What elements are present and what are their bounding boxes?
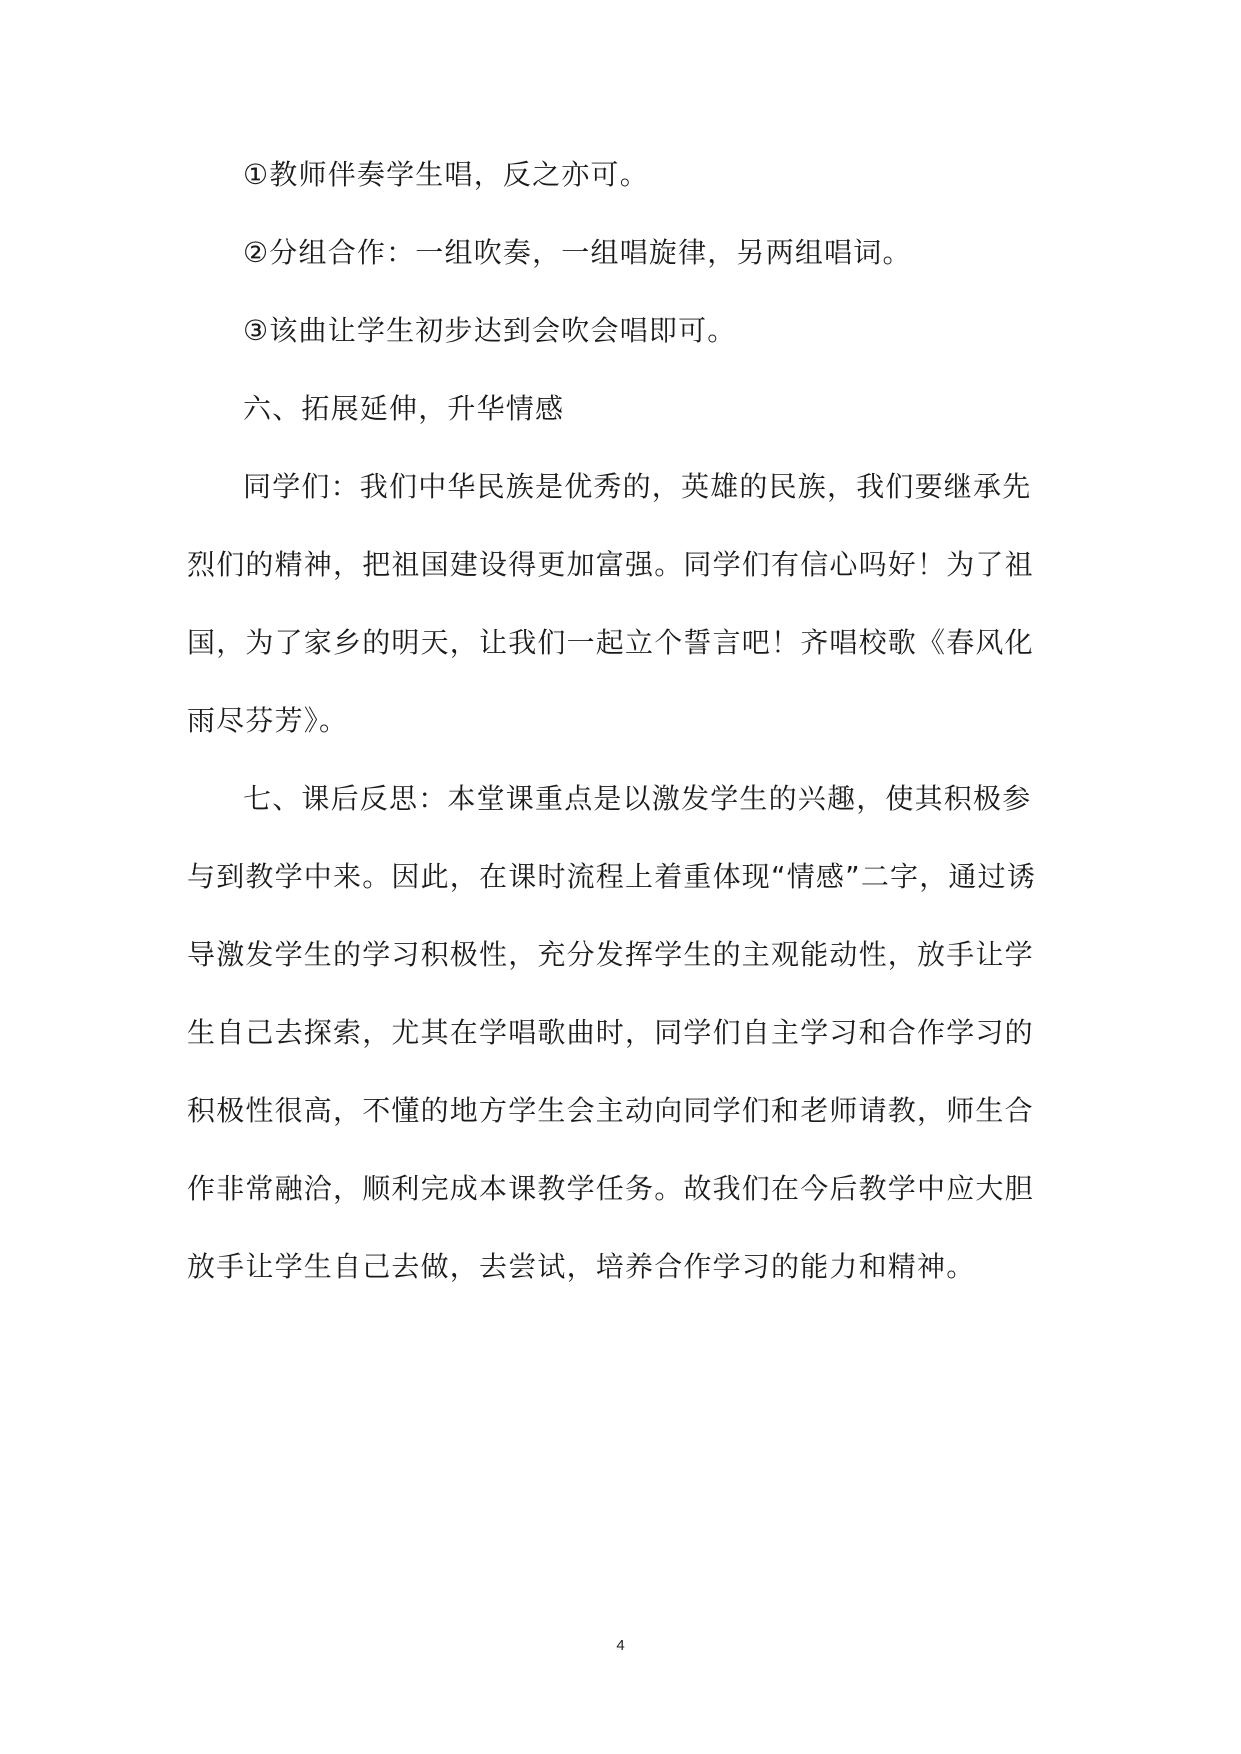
paragraph-activity-1: ①教师伴奏学生唱，反之亦可。 <box>243 158 649 191</box>
page-number: 4 <box>616 1637 625 1654</box>
body-text <box>187 136 1057 1306</box>
paragraph-reflection: 七、课后反思：本堂课重点是以激发学生的兴趣，使其积极参与到教学中来。因此，在课时流程上着重体现“情感”二字，通过诱导激发学生的学习积极性，充分发挥学生的主观能动性，放手让学生自己去探索，尤其在学唱歌曲时，同学们自主学习和合作学习的积极性很高，不懂的地方学生会主动向同学们和老师请教，师生合作非常融洽，顺利完成本课教学任务。故我们在今后教学中应大胆放手让学生自己去做，去尝试，培养合作学习的能力和精神。 <box>187 782 1037 1283</box>
paragraph-activity-3: ③该曲让学生初步达到会吹会唱即可。 <box>243 314 737 347</box>
section-heading-extension: 六、拓展延伸，升华情感 <box>243 392 565 425</box>
paragraph-extension: 同学们：我们中华民族是优秀的，英雄的民族，我们要继承先烈们的精神，把祖国建设得更加富强。同学们有信心吗好！为了祖国，为了家乡的明天，让我们一起立个誓言吧！齐唱校歌《春风化雨尽芬芳》。 <box>187 470 1034 737</box>
paragraph-activity-2: ②分组合作：一组吹奏，一组唱旋律，另两组唱词。 <box>243 236 912 269</box>
